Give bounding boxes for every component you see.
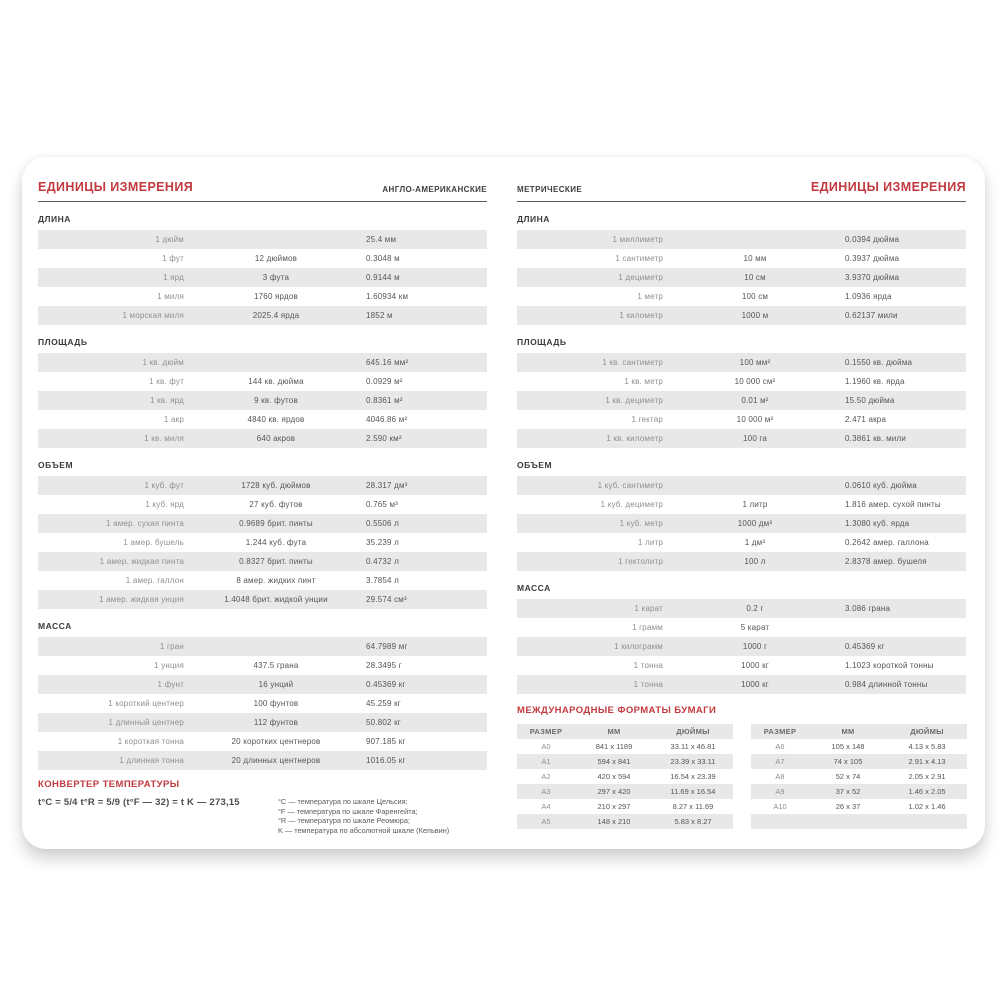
unit-name-cell: 1 куб. фут [144,481,184,490]
equivalent-cell: 1000 г [742,642,768,651]
note-line: °C — температура по шкале Цельсия; [278,797,408,806]
table-row [517,476,966,495]
value-cell: 1.1960 кв. ярда [845,377,905,386]
value-cell: 50.802 кг [366,718,401,727]
unit-name-cell: 1 кв. дециметр [605,396,663,405]
paper-table-row [751,799,967,814]
equivalent-cell: 16 унций [258,680,294,689]
paper-column-header: ММ [607,727,621,736]
value-cell: 0.5506 л [366,519,399,528]
paper-mm-cell: 148 x 210 [597,817,631,826]
section-heading: ДЛИНА [517,214,550,224]
paper-table-header-row [517,724,733,739]
paper-size-cell: A2 [541,772,551,781]
note-line: °R — температура по шкале Реомюра; [278,816,410,826]
unit-name-cell: 1 морская миля [122,311,184,320]
equivalent-cell: 12 дюймов [254,254,298,263]
equivalent-cell: 100 га [743,434,767,443]
equivalent-cell: 112 фунтов [253,718,299,727]
unit-name-cell: 1 амер. жидкая унция [99,595,184,604]
equivalent-cell: 1000 кг [741,661,769,670]
unit-name-cell: 1 кв. километр [606,434,663,443]
value-cell: 0.4732 л [366,557,399,566]
value-cell: 35.239 л [366,538,399,547]
equivalent-cell: 20 длинных центнеров [231,756,321,765]
paper-size-cell: A9 [775,787,785,796]
paper-column-header: ДЮЙМЫ [676,727,710,736]
paper-inch-cell: 23.39 x 33.11 [670,757,716,766]
value-cell: 907.185 кг [366,737,406,746]
left-page [38,179,487,849]
table-row [517,618,966,637]
units-section [38,621,487,770]
table-row [38,476,487,495]
value-cell: 0.8361 м² [366,396,403,405]
paper-size-cell: A7 [775,757,785,766]
paper-mm-cell: 841 x 1189 [595,742,633,751]
table-row [517,599,966,618]
unit-name-cell: 1 унция [154,661,184,670]
value-cell: 4046.86 м² [366,415,408,424]
equivalent-cell: 100 мм² [739,358,771,367]
unit-name-cell: 1 кв. миля [144,434,184,443]
equivalent-cell: 10 мм [743,254,767,263]
paper-mm-cell: 52 x 74 [835,772,861,781]
value-cell: 0.3861 кв. мили [845,434,906,443]
paper-table-row [751,784,967,799]
value-cell: 0.45369 кг [366,680,406,689]
table-row [517,429,966,448]
units-section [517,214,966,325]
unit-name-cell: 1 тонна [633,680,663,689]
equivalent-cell: 1000 кг [741,680,769,689]
paper-inch-cell: 11.69 x 16.54 [670,787,716,796]
unit-name-cell: 1 короткая тонна [117,737,184,746]
unit-name-cell: 1 акр [163,415,184,424]
table-row [517,230,966,249]
page-corner-label: МЕТРИЧЕСКИЕ [517,185,583,194]
paper-inch-cell: 5.83 x 8.27 [674,817,712,826]
table-row [38,306,487,325]
unit-name-cell: 1 амер. галлон [125,576,184,585]
section-rows [38,476,487,609]
equivalent-cell: 8 амер. жидких пинт [236,576,316,585]
temperature-converter-title: КОНВЕРТЕР ТЕМПЕРАТУРЫ [38,779,180,790]
unit-name-cell: 1 килограмм [614,642,663,651]
equivalent-cell: 1760 ярдов [254,292,298,301]
table-row [38,429,487,448]
table-row [517,533,966,552]
paper-inch-cell: 2.91 x 4.13 [908,757,946,766]
paper-formats-tables [517,724,966,829]
temperature-converter [38,779,487,835]
section-heading: МАССА [517,583,551,593]
table-row [38,713,487,732]
table-row [517,656,966,675]
value-cell: 3.086 грана [845,604,891,613]
table-row [38,694,487,713]
paper-formats [517,705,966,829]
unit-name-cell: 1 гектар [631,415,663,424]
table-row [517,287,966,306]
equivalent-cell: 9 кв. футов [254,396,298,405]
left-page-sections [38,214,487,770]
equivalent-cell: 100 см [741,292,769,301]
unit-name-cell: 1 километр [619,311,663,320]
equivalent-cell: 0.8327 брит. пинты [239,557,313,566]
paper-mm-cell: 210 x 297 [597,802,631,811]
paper-mm-cell: 420 x 594 [597,772,631,781]
value-cell: 29.574 см³ [366,595,407,604]
page-title: ЕДИНИЦЫ ИЗМЕРЕНИЯ [810,180,966,194]
paper-column-header: ДЮЙМЫ [910,727,944,736]
equivalent-cell: 2025.4 ярда [252,311,300,320]
temperature-notes [278,797,449,835]
table-row [38,675,487,694]
value-cell: 2.590 км² [366,434,402,443]
unit-name-cell: 1 кв. дюйм [142,358,184,367]
paper-mm-cell: 74 x 105 [833,757,863,766]
value-cell: 1.3080 куб. ярда [845,519,910,528]
unit-name-cell: 1 кв. фут [149,377,184,386]
paper-table-row [517,799,733,814]
equivalent-cell: 1728 куб. дюймов [241,481,311,490]
value-cell: 0.9144 м [366,273,400,282]
section-rows [517,476,966,571]
table-row [517,410,966,429]
units-section [517,337,966,448]
value-cell: 15.50 дюйма [845,396,895,405]
page-title: ЕДИНИЦЫ ИЗМЕРЕНИЯ [38,180,194,194]
unit-name-cell: 1 фунт [157,680,184,689]
right-page-header [517,179,966,202]
table-row [38,751,487,770]
value-cell: 45.259 кг [366,699,401,708]
table-row [38,590,487,609]
unit-name-cell: 1 сантиметр [615,254,663,263]
section-heading: ОБЪЕМ [517,460,553,470]
paper-inch-cell: 33.11 x 46.81 [670,742,716,751]
unit-name-cell: 1 кв. метр [624,377,663,386]
equivalent-cell: 1000 дм³ [737,519,773,528]
section-heading: ПЛОЩАДЬ [517,337,567,347]
value-cell: 0.0610 куб. дюйма [845,481,917,490]
paper-inch-cell: 2.05 x 2.91 [908,772,946,781]
value-cell: 2.8378 амер. бушеля [845,557,927,566]
value-cell: 0.1550 кв. дюйма [845,358,913,367]
equivalent-cell: 3 фута [262,273,290,282]
equivalent-cell: 100 фунтов [253,699,299,708]
unit-name-cell: 1 амер. жидкая пинта [99,557,184,566]
section-rows [517,230,966,325]
table-row [517,637,966,656]
paper-mm-cell: 37 x 52 [835,787,861,796]
table-row [38,637,487,656]
unit-name-cell: 1 фут [162,254,184,263]
unit-name-cell: 1 ярд [163,273,184,282]
table-row [38,353,487,372]
paper-table-row [517,739,733,754]
paper-size-cell: A10 [773,802,787,811]
page-corner-label: АНГЛО-АМЕРИКАНСКИЕ [382,185,487,194]
unit-name-cell: 1 миля [157,292,184,301]
equivalent-cell: 1000 м [741,311,769,320]
equivalent-cell: 0.2 г [746,604,764,613]
paper-inch-cell: 4.13 x 5.83 [908,742,946,751]
table-row [517,249,966,268]
paper-table-row [517,754,733,769]
equivalent-cell: 10 000 см² [734,377,776,386]
notebook-spread [22,157,985,849]
paper-formats-table-right [751,724,967,829]
units-section [517,583,966,694]
unit-name-cell: 1 кв. ярд [150,396,184,405]
units-section [517,460,966,571]
value-cell: 0.765 м³ [366,500,399,509]
paper-column-header: РАЗМЕР [763,727,797,736]
paper-table-row [751,769,967,784]
table-row [38,230,487,249]
section-heading: ПЛОЩАДЬ [38,337,88,347]
paper-table-row [751,739,967,754]
value-cell: 1.60934 км [366,292,409,301]
unit-name-cell: 1 дюйм [155,235,184,244]
table-row [38,391,487,410]
unit-name-cell: 1 метр [637,292,663,301]
paper-inch-cell: 1.46 x 2.05 [908,787,946,796]
paper-table-header-row [751,724,967,739]
value-cell: 1.816 амер. сухой пинты [845,500,941,509]
paper-size-cell: A5 [541,817,551,826]
paper-column-header: ММ [841,727,855,736]
paper-mm-cell: 594 x 841 [597,757,631,766]
paper-formats-title: МЕЖДУНАРОДНЫЕ ФОРМАТЫ БУМАГИ [517,705,717,716]
table-row [38,656,487,675]
paper-table-row [751,814,967,829]
value-cell: 645.16 мм² [366,358,409,367]
paper-table-row [517,814,733,829]
equivalent-cell: 27 куб. футов [249,500,303,509]
note-line: K — температура по абсолютной шкале (Кельвин) [278,825,450,835]
table-row [38,514,487,533]
section-heading: ОБЪЕМ [38,460,74,470]
paper-inch-cell: 8.27 x 11.69 [672,802,714,811]
paper-size-cell: A4 [541,802,551,811]
unit-name-cell: 1 куб. ярд [145,500,184,509]
unit-name-cell: 1 гран [159,642,184,651]
paper-table-row [517,784,733,799]
right-page-sections [517,214,966,694]
table-row [517,495,966,514]
table-row [38,732,487,751]
paper-mm-cell: 297 x 420 [597,787,631,796]
equivalent-cell: 1.4048 брит. жидкой унции [224,595,328,604]
table-row [517,372,966,391]
section-rows [517,353,966,448]
units-section [38,337,487,448]
table-row [517,268,966,287]
unit-name-cell: 1 амер. бушель [123,538,184,547]
paper-size-cell: A1 [541,757,551,766]
equivalent-cell: 437.5 грана [253,661,299,670]
paper-table-row [517,769,733,784]
unit-name-cell: 1 дециметр [618,273,663,282]
units-section [38,214,487,325]
unit-name-cell: 1 карат [634,604,663,613]
value-cell: 0.0394 дюйма [845,235,900,244]
unit-name-cell: 1 длинная тонна [119,756,184,765]
table-row [517,306,966,325]
value-cell: 0.62137 мили [845,311,898,320]
section-rows [517,599,966,694]
table-row [517,675,966,694]
value-cell: 3.9370 дюйма [845,273,900,282]
value-cell: 25.4 мм [366,235,397,244]
equivalent-cell: 5 карат [740,623,770,632]
table-row [38,552,487,571]
paper-size-cell: A8 [775,772,785,781]
unit-name-cell: 1 миллиметр [612,235,663,244]
equivalent-cell: 20 коротких центнеров [231,737,321,746]
unit-name-cell: 1 куб. дециметр [600,500,663,509]
equivalent-cell: 10 000 м² [736,415,774,424]
temperature-formula: t°C = 5/4 t°R = 5/9 (t°F — 32) = t K — 273,15 [38,797,240,808]
paper-inch-cell: 16.54 x 23.39 [670,772,716,781]
value-cell: 1.0936 ярда [845,292,892,301]
unit-name-cell: 1 литр [637,538,663,547]
value-cell: 0.0929 м² [366,377,403,386]
paper-mm-cell: 105 x 148 [831,742,865,751]
unit-name-cell: 1 амер. сухая пинта [106,519,184,528]
unit-name-cell: 1 грамм [632,623,663,632]
value-cell: 28.317 дм³ [366,481,408,490]
table-row [517,353,966,372]
value-cell: 3.7854 л [366,576,399,585]
temperature-converter-body [38,797,487,835]
table-row [517,391,966,410]
left-page-header [38,179,487,202]
equivalent-cell: 1 литр [742,500,768,509]
value-cell: 0.984 длинной тонны [845,680,928,689]
table-row [38,571,487,590]
table-row [38,287,487,306]
value-cell: 2.471 акра [845,415,887,424]
paper-table-row [751,754,967,769]
equivalent-cell: 10 см [744,273,766,282]
unit-name-cell: 1 кв. сантиметр [602,358,663,367]
section-rows [38,637,487,770]
value-cell: 1.1023 короткой тонны [845,661,934,670]
table-row [517,514,966,533]
equivalent-cell: 144 кв. дюйма [248,377,304,386]
equivalent-cell: 4840 кв. ярдов [247,415,305,424]
table-row [38,410,487,429]
value-cell: 0.45369 кг [845,642,885,651]
table-row [38,372,487,391]
units-section [38,460,487,609]
paper-size-cell: A0 [541,742,551,751]
right-page [517,179,966,849]
unit-name-cell: 1 короткий центнер [108,699,184,708]
value-cell: 28.3495 г [366,661,402,670]
value-cell: 0.2642 амер. галлона [845,538,929,547]
paper-size-cell: A6 [775,742,785,751]
unit-name-cell: 1 куб. метр [619,519,663,528]
table-row [38,249,487,268]
value-cell: 0.3048 м [366,254,400,263]
value-cell: 0.3937 дюйма [845,254,900,263]
table-row [38,268,487,287]
equivalent-cell: 0.01 м² [741,396,769,405]
section-heading: МАССА [38,621,72,631]
equivalent-cell: 640 акров [256,434,296,443]
unit-name-cell: 1 тонна [633,661,663,670]
section-heading: ДЛИНА [38,214,71,224]
section-rows [38,230,487,325]
paper-column-header: РАЗМЕР [529,727,563,736]
paper-size-cell: A3 [541,787,551,796]
value-cell: 64.7989 мг [366,642,408,651]
note-line: °F — температура по шкале Фаренгейта; [278,806,418,816]
value-cell: 1016.05 кг [366,756,406,765]
unit-name-cell: 1 длинный центнер [108,718,184,727]
table-row [38,533,487,552]
unit-name-cell: 1 куб. сантиметр [597,481,663,490]
equivalent-cell: 1 дм³ [744,538,766,547]
equivalent-cell: 0.9689 брит. пинты [239,519,313,528]
equivalent-cell: 1.244 куб. фута [245,538,307,547]
paper-formats-table-left [517,724,733,829]
equivalent-cell: 100 л [744,557,766,566]
value-cell: 1852 м [366,311,393,320]
table-row [38,495,487,514]
section-rows [38,353,487,448]
paper-mm-cell: 26 x 37 [835,802,861,811]
unit-name-cell: 1 гектолитр [618,557,663,566]
table-row [517,552,966,571]
paper-inch-cell: 1.02 x 1.46 [908,802,946,811]
